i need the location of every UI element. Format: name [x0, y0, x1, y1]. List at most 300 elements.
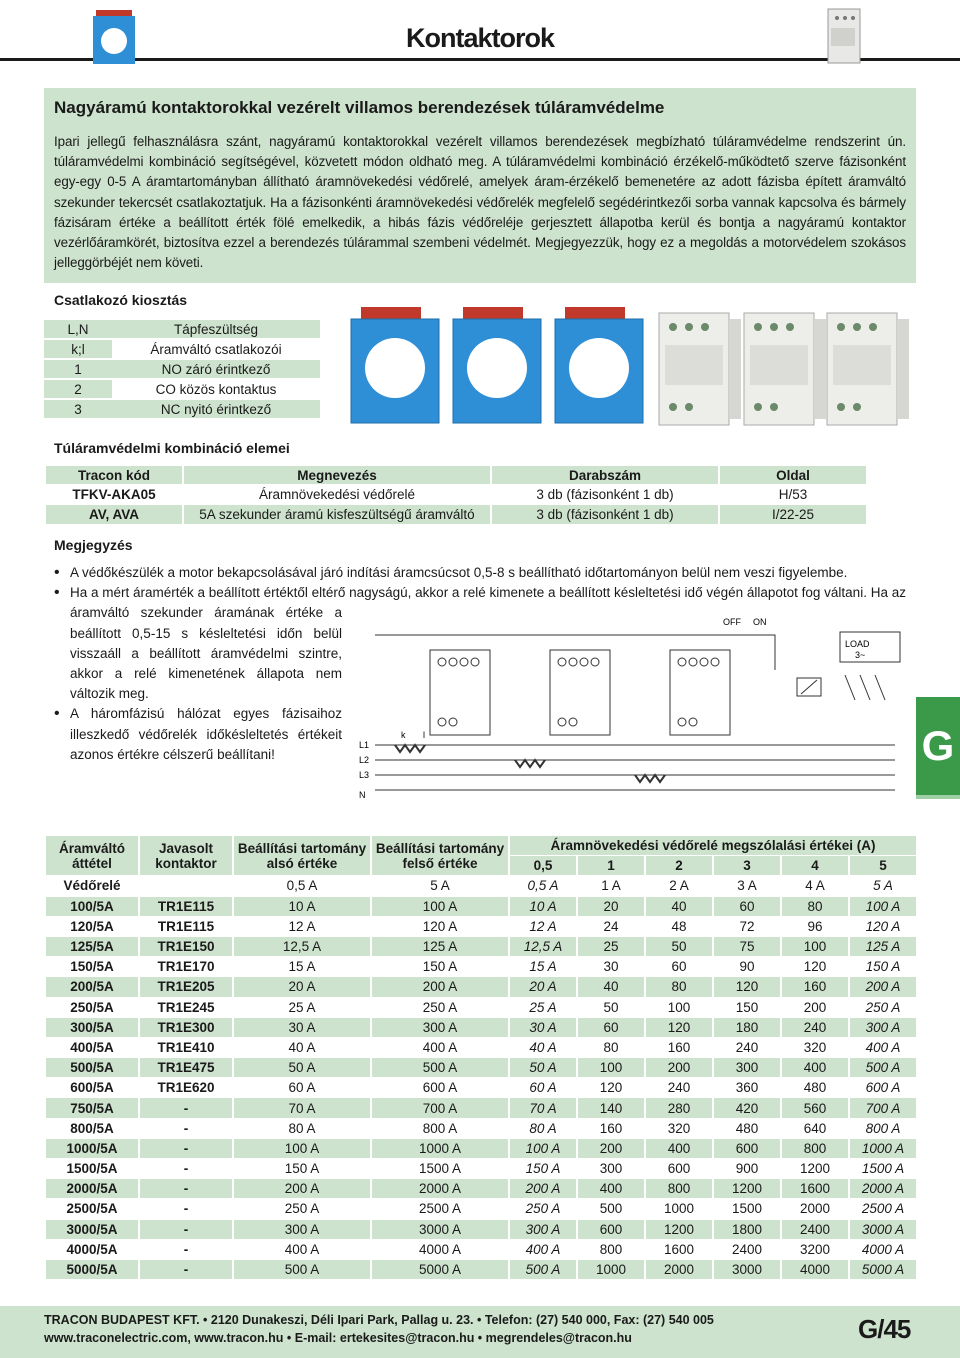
table-cell: 5000 A: [372, 1260, 508, 1279]
pinout-row: [44, 380, 320, 398]
pinout-key: k;l: [44, 340, 112, 358]
footer-address: TRACON BUDAPEST KFT. • 2120 Dunakeszi, Déli Ipari Park, Pallag u. 23. • Telefon: (27) 540 000, Fax: (27) 540 005: [44, 1313, 714, 1327]
footer-contacts: www.traconelectric.com, www.tracon.hu • E-mail: ertekesites@tracon.hu • megrendeles@tracon.hu: [44, 1331, 632, 1345]
elements-cell: 3 db (fázisonként 1 db): [492, 505, 718, 524]
table-cell: 250 A: [525, 1201, 561, 1217]
table-cell: TR1E245: [157, 999, 215, 1015]
label-l: l: [423, 730, 425, 740]
table-cell: 100 A: [234, 1139, 370, 1158]
relay-image-1: [659, 313, 741, 425]
note-item: [54, 563, 914, 583]
table-cell: 48: [671, 918, 687, 934]
table-cell: 1000 A: [850, 1139, 916, 1158]
table-cell: -: [183, 1161, 189, 1177]
table-cell: 3200: [799, 1241, 831, 1257]
label-load: LOAD: [845, 639, 870, 649]
table-cell: 120/5A: [70, 918, 114, 934]
elements-header-page: Oldal: [720, 466, 866, 484]
table-cell: 500 A: [234, 1260, 370, 1279]
table-cell: TR1E150: [140, 937, 232, 956]
section-tab: G: [916, 697, 960, 795]
pinout-key: L,N: [44, 320, 112, 338]
table-cell: 3000 A: [850, 1220, 916, 1239]
pinout-key: 2: [44, 380, 112, 398]
table-row: [46, 977, 916, 996]
table-cell: 1200: [646, 1220, 712, 1239]
table-row: [46, 1179, 916, 1198]
table-cell: 400 A: [865, 1039, 901, 1055]
header-trip-col: 0,5: [510, 856, 576, 875]
table-cell: 300: [714, 1058, 780, 1077]
table-cell: 40: [646, 897, 712, 916]
table-row: [46, 876, 916, 895]
table-cell: 2500 A: [418, 1201, 462, 1217]
table-cell: 60: [578, 1018, 644, 1037]
table-cell: 50 A: [234, 1058, 370, 1077]
elements-cell: 3 db (fázisonként 1 db): [536, 487, 674, 502]
elements-title: Túláramvédelmi kombináció elemei: [54, 440, 290, 456]
notes-title: Megjegyzés: [54, 537, 133, 553]
table-row: [46, 1058, 916, 1077]
table-cell: 160: [667, 1039, 691, 1055]
table-cell: -: [140, 1098, 232, 1117]
table-cell: 80 A: [529, 1120, 557, 1136]
intro-title: Nagyáramú kontaktorokkal vezérelt villamos berendezések túláramvédelme: [54, 98, 665, 117]
table-cell: 1200: [714, 1179, 780, 1198]
table-cell: 150 A: [422, 959, 458, 975]
table-cell: 5000/5A: [46, 1260, 138, 1279]
table-cell: 250 A: [865, 999, 901, 1015]
table-cell: 320: [803, 1039, 827, 1055]
table-cell: 100 A: [510, 1139, 576, 1158]
table-cell: 0,5 A: [527, 878, 559, 894]
table-row: [46, 1260, 916, 1279]
note-text: Ha a mért áramérték a beállított értéktől eltérő nagyságú, akkor a relé kimenete a beállított késleltetési idő végén állapotot fog váltani. Ha az: [70, 585, 906, 601]
current-transformer-image-1: [351, 307, 439, 423]
pinout-row: [44, 340, 320, 358]
pinout-value: NO záró érintkező: [112, 360, 320, 378]
table-cell: 4 A: [805, 878, 825, 894]
elements-cell: TFKV-AKA05: [72, 487, 156, 502]
table-cell: 200: [646, 1058, 712, 1077]
elements-cell: Áramnövekedési védőrelé: [258, 487, 416, 502]
table-cell: 800: [782, 1139, 848, 1158]
table-row: [46, 1018, 916, 1037]
elements-header-name: Megnevezés: [184, 466, 490, 484]
table-cell: 4000 A: [418, 1241, 462, 1257]
table-cell: 20 A: [510, 977, 576, 996]
table-cell: 25 A: [529, 999, 557, 1015]
table-cell: 120: [599, 1080, 623, 1096]
table-cell: 3000 A: [372, 1220, 508, 1239]
table-cell: 80: [603, 1039, 619, 1055]
table-cell: 3000/5A: [46, 1220, 138, 1239]
table-cell: 500 A: [372, 1058, 508, 1077]
table-cell: 1 A: [601, 878, 621, 894]
table-cell: 2500 A: [861, 1201, 905, 1217]
table-cell: 80: [782, 897, 848, 916]
table-cell: 12,5 A: [510, 937, 576, 956]
table-cell: 10 A: [234, 897, 370, 916]
table-cell: 20 A: [234, 977, 370, 996]
label-off: OFF: [723, 617, 741, 627]
table-row: [46, 1199, 916, 1218]
table-cell: 600: [714, 1139, 780, 1158]
pinout-value: Áramváltó csatlakozói: [150, 341, 282, 357]
table-cell: 500 A: [850, 1058, 916, 1077]
table-cell: 600: [578, 1220, 644, 1239]
table-cell: 2400: [782, 1220, 848, 1239]
elements-cell: H/53: [778, 487, 808, 502]
table-cell: 125 A: [372, 937, 508, 956]
table-cell: [140, 876, 232, 895]
table-cell: 1000: [663, 1201, 695, 1217]
table-cell: 120: [714, 977, 780, 996]
header-trip-col: 3: [714, 856, 780, 875]
table-row: [46, 957, 916, 976]
header-trip: Áramnövekedési védőrelé megszólalási értékei (A): [510, 836, 916, 855]
table-row: [46, 1078, 916, 1097]
table-cell: 50: [646, 937, 712, 956]
table-cell: 70 A: [234, 1098, 370, 1117]
table-cell: TR1E115: [157, 918, 215, 934]
table-cell: 50 A: [510, 1058, 576, 1077]
table-row: [46, 917, 916, 936]
table-cell: 250 A: [284, 1201, 320, 1217]
table-cell: Védőrelé: [63, 878, 121, 894]
table-cell: 400: [646, 1139, 712, 1158]
table-cell: 1000: [578, 1260, 644, 1279]
table-cell: 160: [782, 977, 848, 996]
table-cell: 60: [671, 959, 687, 975]
wiring-diagram: [355, 610, 915, 810]
table-row: [46, 1159, 916, 1178]
table-cell: 150 A: [865, 959, 901, 975]
table-cell: 120 A: [422, 918, 458, 934]
table-cell: 150/5A: [70, 959, 114, 975]
product-images: [345, 305, 915, 430]
current-transformer-image-2: [453, 307, 541, 423]
table-cell: 700 A: [850, 1098, 916, 1117]
table-row: [46, 1240, 916, 1259]
table-cell: 200 A: [510, 1179, 576, 1198]
table-row: [46, 937, 916, 956]
table-cell: 600 A: [865, 1080, 901, 1096]
table-row: [46, 505, 866, 524]
table-cell: 25 A: [288, 999, 316, 1015]
elements-cell: 5A szekunder áramú kisfeszültségű áramváltó: [184, 505, 490, 524]
table-cell: 320: [667, 1120, 691, 1136]
table-cell: 40 A: [529, 1039, 557, 1055]
table-row: [46, 998, 916, 1017]
table-cell: 2400: [731, 1241, 763, 1257]
table-cell: 2500/5A: [66, 1201, 118, 1217]
table-cell: 200 A: [850, 977, 916, 996]
table-cell: 180: [714, 1018, 780, 1037]
relay-symbol-1: [430, 650, 490, 735]
pinout-table: [44, 318, 320, 420]
table-cell: 800: [646, 1179, 712, 1198]
table-cell: 25: [578, 937, 644, 956]
relay-thumbnail-image: [825, 6, 865, 66]
table-cell: 0,5 A: [286, 878, 318, 894]
table-cell: 400 A: [284, 1241, 320, 1257]
header-contactor: Javasolt kontaktor: [140, 836, 232, 875]
ratio-table: [44, 835, 918, 1280]
table-cell: 200 A: [234, 1179, 370, 1198]
table-cell: 72: [739, 918, 755, 934]
table-cell: 300 A: [850, 1018, 916, 1037]
table-cell: 300 A: [510, 1220, 576, 1239]
table-cell: 15 A: [288, 959, 316, 975]
table-cell: 200 A: [372, 977, 508, 996]
table-cell: 800 A: [422, 1120, 458, 1136]
relay-symbol-3: [670, 650, 730, 735]
table-cell: 10 A: [510, 897, 576, 916]
pinout-key: 3: [44, 400, 112, 418]
table-cell: TR1E410: [157, 1039, 215, 1055]
table-cell: 600/5A: [70, 1080, 114, 1096]
page-number: G/45: [858, 1314, 911, 1344]
intro-text: Ipari jellegű felhasználásra szánt, nagyáramú kontaktorokkal vezérelt villamos berendezések megbízható túláramvédelme rendszerint ún. túláramvédelmi kombináció segítségével, közvetett módon oldható meg. A túláramvédelmi kombináció érzékelő-működtető szerve fázisonként egy-egy 0-5 A áramtartományban állítható áramnövekedési védőrelé, amelyek áram-érzékelő bemenetére az adott fázisba épített áramváltó szekunder tekercsét csatlakoztatjuk. Ha a fázisonkénti áramnövekedési védőrelék megfelelő segédérintkezői sorba vannak kapcsolva és bármely fázisáram értéke a beállított érték fölé emelkedik, a hibás fázis védőreléje gerjesztett állapotba kerül és bontja a nagyáramú kontaktor vezérlőáramkörét, biztosítva ezzel a berendezés túlárammal szembeni védelmét. Megjegyezzük, hogy ez a megoldás a motorvédelem szokásos jelleggörbéjét nem követi.: [54, 134, 906, 271]
table-cell: 640: [803, 1120, 827, 1136]
current-transformer-image-3: [555, 307, 643, 423]
table-cell: 100/5A: [46, 897, 138, 916]
table-cell: 2000 A: [850, 1179, 916, 1198]
note-text-continued: áramváltó szekunder áramának értéke a beállított 0,5-15 s késleltetési időn belül visszaáll a beállított áramvédelmi szintre, akkor a relé kimenetének állapota nem változik meg.: [70, 605, 342, 702]
table-cell: 800/5A: [70, 1120, 114, 1136]
table-cell: 5000 A: [850, 1260, 916, 1279]
table-cell: 80 A: [288, 1120, 316, 1136]
section-tab-shadow: [916, 795, 960, 799]
table-cell: TR1E115: [140, 897, 232, 916]
table-cell: 15 A: [529, 959, 557, 975]
pinout-row: [44, 360, 320, 378]
table-cell: -: [140, 1260, 232, 1279]
table-cell: 60 A: [288, 1080, 316, 1096]
ct-thumbnail-image: [90, 8, 140, 68]
table-cell: 50: [603, 999, 619, 1015]
table-cell: 150 A: [525, 1161, 561, 1177]
label-on: ON: [753, 617, 767, 627]
table-cell: 400: [578, 1179, 644, 1198]
table-cell: 400/5A: [70, 1039, 114, 1055]
table-cell: 250/5A: [70, 999, 114, 1015]
relay-image-2: [744, 313, 826, 425]
pinout-value: Tápfeszültség: [112, 320, 320, 338]
table-cell: 280: [646, 1098, 712, 1117]
table-cell: 400 A: [422, 1039, 458, 1055]
header-rule: [0, 58, 960, 61]
table-cell: 70 A: [510, 1098, 576, 1117]
table-cell: 96: [807, 918, 823, 934]
page-title: Kontaktorok: [395, 18, 565, 58]
table-cell: 90: [739, 959, 755, 975]
pinout-row: [44, 400, 320, 418]
header-trip-col: 5: [850, 856, 916, 875]
table-cell: 360: [735, 1080, 759, 1096]
table-cell: 20: [578, 897, 644, 916]
header-trip-col: 2: [646, 856, 712, 875]
table-cell: TR1E170: [157, 959, 215, 975]
pinout-value: NC nyitó érintkező: [112, 400, 320, 418]
label-n: N: [359, 790, 366, 800]
table-cell: 600: [667, 1161, 691, 1177]
table-cell: 1500/5A: [66, 1161, 118, 1177]
table-cell: 500/5A: [46, 1058, 138, 1077]
table-cell: 1200: [799, 1161, 831, 1177]
table-cell: 30: [603, 959, 619, 975]
note-text: A védőkészülék a motor bekapcsolásával járó indítási áramcsúcsot 0,5-8 s beállítható időtartományon belül nem veszi figyelembe.: [70, 565, 848, 580]
table-cell: 2000 A: [372, 1179, 508, 1198]
pinout-title: Csatlakozó kiosztás: [54, 292, 188, 308]
table-cell: 3 A: [737, 878, 757, 894]
table-cell: 160: [599, 1120, 623, 1136]
table-cell: 120: [646, 1018, 712, 1037]
table-cell: 120: [803, 959, 827, 975]
table-cell: 12 A: [288, 918, 316, 934]
table-cell: 140: [578, 1098, 644, 1117]
table-cell: -: [183, 1241, 189, 1257]
table-cell: 30 A: [510, 1018, 576, 1037]
label-l1: L1: [359, 740, 370, 750]
table-cell: 1800: [714, 1220, 780, 1239]
table-cell: 800 A: [865, 1120, 901, 1136]
table-cell: 300 A: [372, 1018, 508, 1037]
table-row: [46, 1119, 916, 1138]
table-cell: 60 A: [529, 1080, 557, 1096]
table-cell: 2000: [646, 1260, 712, 1279]
table-cell: 4000/5A: [66, 1241, 118, 1257]
table-cell: 125 A: [850, 937, 916, 956]
elements-cell: I/22-25: [720, 505, 866, 524]
table-cell: 1000 A: [372, 1139, 508, 1158]
elements-header-code: Tracon kód: [46, 466, 182, 484]
table-cell: 700 A: [372, 1098, 508, 1117]
table-row: [46, 897, 916, 916]
table-row: [46, 485, 866, 504]
table-cell: 2 A: [669, 878, 689, 894]
table-cell: 560: [782, 1098, 848, 1117]
table-cell: 100 A: [850, 897, 916, 916]
table-cell: 800: [599, 1241, 623, 1257]
table-cell: TR1E475: [140, 1058, 232, 1077]
table-cell: 40 A: [288, 1039, 316, 1055]
table-cell: 75: [714, 937, 780, 956]
table-cell: 2000: [799, 1201, 831, 1217]
table-cell: 100: [578, 1058, 644, 1077]
table-cell: TR1E205: [140, 977, 232, 996]
header-trip-col: 4: [782, 856, 848, 875]
table-cell: TR1E300: [140, 1018, 232, 1037]
label-load-sub: 3~: [855, 650, 866, 660]
table-cell: 1500 A: [861, 1161, 905, 1177]
header-lower: Beállítási tartomány alsó értéke: [234, 836, 370, 875]
table-cell: -: [183, 1201, 189, 1217]
table-cell: 300 A: [234, 1220, 370, 1239]
note-text: • A háromfázisú hálózat egyes fázisaihoz illeszkedő védőrelék időkésleltetés értékeit azonos értékre célszerű beállítani!: [70, 706, 342, 762]
table-cell: 250 A: [422, 999, 458, 1015]
table-row: [46, 1098, 916, 1117]
relay-image-3: [827, 313, 909, 425]
table-cell: 4000: [782, 1260, 848, 1279]
table-cell: 480: [735, 1120, 759, 1136]
table-cell: 12,5 A: [234, 937, 370, 956]
table-row: [46, 1139, 916, 1158]
pinout-key: 1: [44, 360, 112, 378]
table-cell: 100: [667, 999, 691, 1015]
table-cell: 30 A: [234, 1018, 370, 1037]
table-cell: -: [140, 1220, 232, 1239]
table-cell: 150 A: [284, 1161, 320, 1177]
table-cell: 300: [599, 1161, 623, 1177]
table-cell: 125/5A: [46, 937, 138, 956]
table-cell: 1500: [731, 1201, 763, 1217]
table-cell: 480: [803, 1080, 827, 1096]
table-cell: 1500 A: [418, 1161, 462, 1177]
elements-table: [44, 465, 868, 525]
table-cell: -: [140, 1179, 232, 1198]
table-cell: TR1E620: [157, 1080, 215, 1096]
table-cell: 400 A: [525, 1241, 561, 1257]
table-cell: 100: [782, 937, 848, 956]
header-trip-col: 1: [578, 856, 644, 875]
label-l3: L3: [359, 770, 370, 780]
table-cell: 750/5A: [46, 1098, 138, 1117]
table-cell: 120 A: [865, 918, 901, 934]
table-cell: 200/5A: [46, 977, 138, 996]
table-cell: 24: [603, 918, 619, 934]
table-cell: 900: [735, 1161, 759, 1177]
table-cell: 500: [599, 1201, 623, 1217]
table-cell: 500 A: [510, 1260, 576, 1279]
table-cell: 400: [782, 1058, 848, 1077]
table-row: [46, 1038, 916, 1057]
table-cell: 4000 A: [861, 1241, 905, 1257]
table-cell: -: [183, 1120, 189, 1136]
table-cell: 3000: [714, 1260, 780, 1279]
pinout-value: CO közös kontaktus: [155, 381, 277, 397]
table-cell: 240: [782, 1018, 848, 1037]
table-cell: 12 A: [529, 918, 557, 934]
table-cell: 80: [646, 977, 712, 996]
table-cell: 420: [714, 1098, 780, 1117]
table-cell: 240: [667, 1080, 691, 1096]
table-cell: 1000/5A: [46, 1139, 138, 1158]
table-cell: 100 A: [372, 897, 508, 916]
intro-section: [44, 88, 916, 283]
header-upper: Beállítási tartomány felső értéke: [372, 836, 508, 875]
table-cell: 600 A: [422, 1080, 458, 1096]
header-ratio: Áramváltó áttétel: [46, 836, 138, 875]
table-cell: 1600: [782, 1179, 848, 1198]
table-cell: 240: [735, 1039, 759, 1055]
elements-header-qty: Darabszám: [492, 466, 718, 484]
table-row: [46, 1220, 916, 1239]
table-cell: 60: [714, 897, 780, 916]
table-cell: 150: [735, 999, 759, 1015]
table-cell: 2000/5A: [46, 1179, 138, 1198]
table-cell: 40: [578, 977, 644, 996]
table-cell: 200: [578, 1139, 644, 1158]
table-cell: 200: [803, 999, 827, 1015]
label-k: k: [401, 730, 406, 740]
pinout-row: [44, 320, 320, 338]
relay-symbol-2: [550, 650, 610, 735]
table-cell: 1600: [663, 1241, 695, 1257]
table-cell: 5 A: [430, 878, 450, 894]
label-l2: L2: [359, 755, 370, 765]
